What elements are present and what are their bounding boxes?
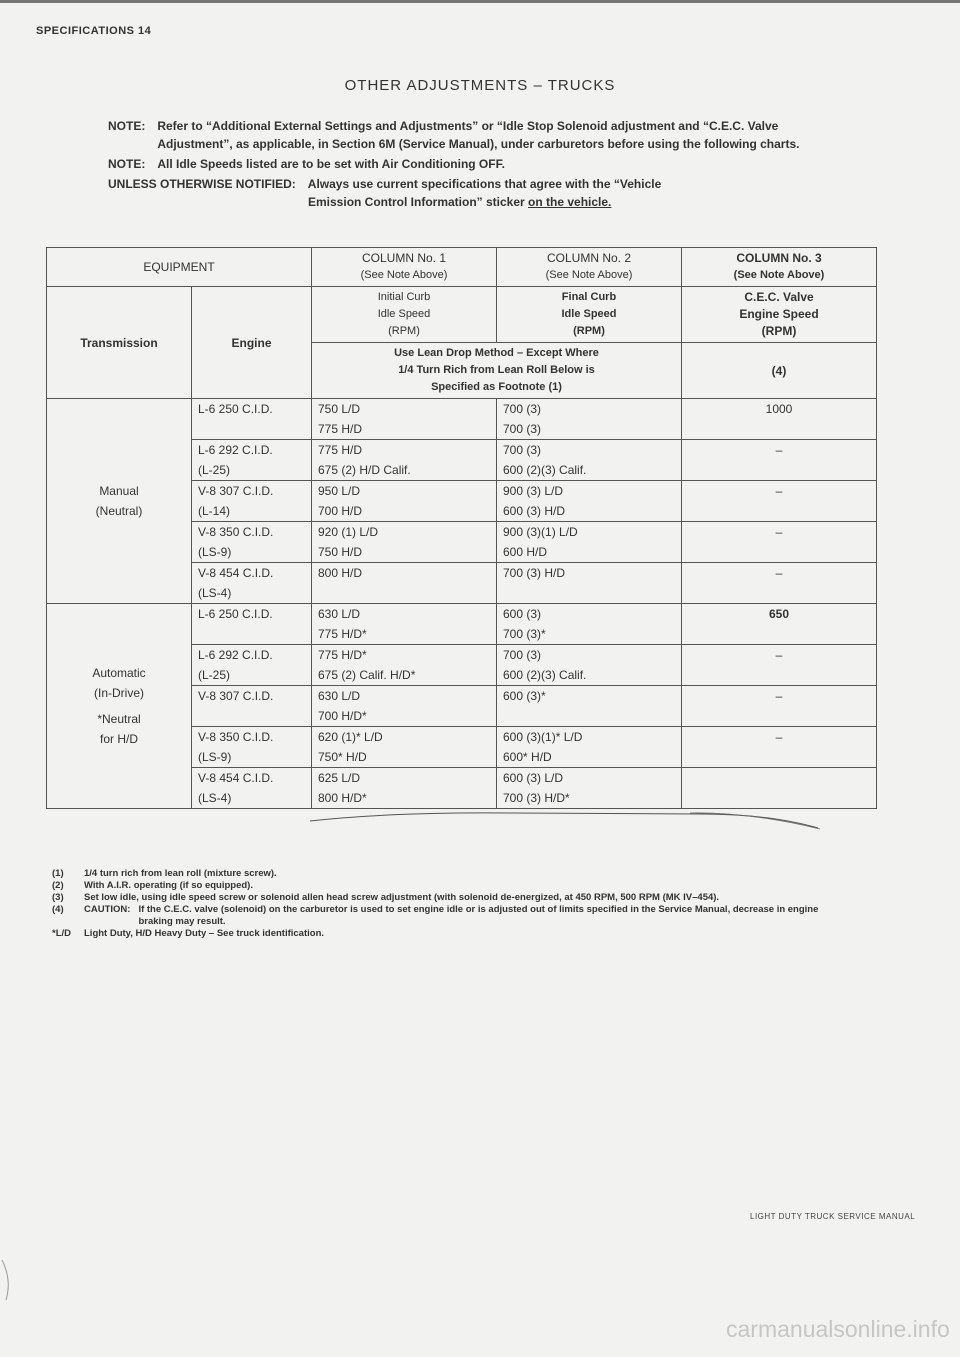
col1-value-b: 700 H/D <box>318 504 363 518</box>
engine-cell <box>192 399 312 440</box>
engine-cell <box>192 686 312 727</box>
col2-h2: Idle Speed <box>561 308 617 320</box>
engine-code: (LS-4) <box>198 791 232 805</box>
col1-cell <box>312 604 497 645</box>
engine-cell <box>192 481 312 522</box>
section-header: SPECIFICATIONS 14 <box>36 25 152 37</box>
col1-value-a: 950 L/D <box>318 484 361 498</box>
footnote-mark: (3) <box>52 892 64 903</box>
col2-value-a: 700 (3) <box>503 648 542 662</box>
col3-cell <box>682 399 877 440</box>
note-2 <box>108 155 808 173</box>
col2-value-b: 600* H/D <box>503 750 552 764</box>
col3-cell <box>682 604 877 645</box>
engine-name: V-8 350 C.I.D. <box>198 730 274 744</box>
page-title: OTHER ADJUSTMENTS – TRUCKS <box>344 77 616 94</box>
col2-value-a: 900 (3) L/D <box>503 484 564 498</box>
footnote-mark: (4) <box>52 904 64 915</box>
col1-h1: Initial Curb <box>377 291 431 303</box>
engine-cell <box>192 727 312 768</box>
engine-code: (L-25) <box>198 668 231 682</box>
footnote-text: 1/4 turn rich from lean roll (mixture screw). <box>84 868 277 879</box>
engine-cell <box>192 604 312 645</box>
col1-value-a: 775 H/D <box>318 443 363 457</box>
col3-header <box>682 248 877 287</box>
col2-value-a: 600 (3) L/D <box>503 771 564 785</box>
footnote-2 <box>52 880 832 892</box>
col2-value-a: 600 (3)(1)* L/D <box>503 730 583 744</box>
note-label: NOTE: <box>108 157 146 171</box>
col1-value-a: 750 L/D <box>318 402 361 416</box>
col2-value-b: 600 (3) H/D <box>503 504 566 518</box>
col1-value-a: 620 (1)* L/D <box>318 730 383 744</box>
automatic-label-line: Automatic <box>92 666 146 680</box>
sticker-underlined: on the vehicle. <box>528 195 612 209</box>
col1-cell <box>312 399 497 440</box>
engine-header: Engine <box>192 287 312 399</box>
footnote-text: With A.I.R. operating (if so equipped). <box>84 880 253 891</box>
col1-value-b: 750 H/D <box>318 545 363 559</box>
engine-name: L-6 250 C.I.D. <box>198 402 273 416</box>
col2-subheader <box>497 287 682 343</box>
col1-cell <box>312 440 497 481</box>
col2-title: COLUMN No. 2 <box>546 251 632 265</box>
page-footer: LIGHT DUTY TRUCK SERVICE MANUAL <box>750 1212 916 1221</box>
col2-value-b: 700 (3)* <box>503 627 546 641</box>
col3-cell <box>682 440 877 481</box>
col3-cell <box>682 645 877 686</box>
engine-code <box>198 706 305 726</box>
col3-cell <box>682 686 877 727</box>
col3-cell <box>682 522 877 563</box>
engine-name: V-8 307 C.I.D. <box>198 484 274 498</box>
col2-value-a: 700 (3) H/D <box>503 566 566 580</box>
footnote-5 <box>52 928 832 940</box>
sticker-text: Emission Control Information” sticker <box>308 195 529 209</box>
col2-value-b <box>503 706 675 726</box>
engine-code <box>198 624 305 644</box>
table-row <box>47 604 877 645</box>
lean-drop-l2: 1/4 Turn Rich from Lean Roll Below is <box>398 364 595 376</box>
col2-cell <box>497 481 682 522</box>
footnote-mark: *L/D <box>52 928 71 939</box>
sticker-line <box>108 193 808 211</box>
col1-value-b: 700 H/D* <box>318 709 367 723</box>
engine-name: V-8 454 C.I.D. <box>198 771 274 785</box>
manual-group-cell <box>47 399 192 604</box>
equipment-header: EQUIPMENT <box>47 248 312 287</box>
col3-h2: Engine Speed <box>739 307 819 321</box>
manual-section <box>47 399 877 604</box>
engine-code: (LS-4) <box>198 586 232 600</box>
engine-code: (LS-9) <box>198 545 232 559</box>
col3-cell <box>682 481 877 522</box>
footnote-text: Light Duty, H/D Heavy Duty – See truck identification. <box>84 928 325 939</box>
col1-sub: (See Note Above) <box>360 269 448 281</box>
notes-block <box>108 117 808 211</box>
footnote-1 <box>52 868 832 880</box>
col2-cell <box>497 686 682 727</box>
engine-name: V-8 350 C.I.D. <box>198 525 274 539</box>
automatic-label-line: *Neutral <box>97 712 141 726</box>
lean-drop-note <box>312 343 682 399</box>
manual-label-line: Manual <box>99 484 139 498</box>
note-3 <box>108 175 808 193</box>
watermark: carmanualsonline.info <box>726 1316 950 1342</box>
automatic-group-cell <box>47 604 192 809</box>
col1-value-b <box>318 583 490 603</box>
table-subheader-row <box>47 287 877 343</box>
col1-value-b: 675 (2) H/D Calif. <box>318 463 411 477</box>
footnotes <box>52 868 832 940</box>
lean-drop-l3: Specified as Footnote (1) <box>431 381 562 393</box>
col2-cell <box>497 645 682 686</box>
col1-h2: Idle Speed <box>377 308 431 320</box>
col3-cell <box>682 727 877 768</box>
col3-cell <box>682 563 877 604</box>
engine-name: L-6 250 C.I.D. <box>198 607 273 621</box>
col3-value: – <box>775 648 783 662</box>
col1-cell <box>312 563 497 604</box>
footnote-mark: (2) <box>52 880 64 891</box>
col1-value-a: 625 L/D <box>318 771 361 785</box>
col1-cell <box>312 522 497 563</box>
lean-drop-l1: Use Lean Drop Method – Except Where <box>394 347 599 359</box>
col2-sub: (See Note Above) <box>545 269 633 281</box>
col3-value: 1000 <box>765 402 793 416</box>
col3-value: – <box>775 443 783 457</box>
manual-label-line: (Neutral) <box>95 504 143 518</box>
adjustments-table <box>46 247 877 809</box>
col3-sub: (See Note Above) <box>733 269 825 281</box>
col3-note: (4) <box>682 343 877 399</box>
col2-value-b: 600 (2)(3) Calif. <box>503 668 587 682</box>
engine-code: (L-25) <box>198 463 231 477</box>
col1-header <box>312 248 497 287</box>
col3-value: – <box>775 689 783 703</box>
note-label: UNLESS OTHERWISE NOTIFIED: <box>108 177 296 191</box>
page-curl-mark <box>0 1260 18 1300</box>
col1-value-b: 675 (2) Calif. H/D* <box>318 668 416 682</box>
col2-h3: (RPM) <box>573 325 605 337</box>
engine-cell <box>192 522 312 563</box>
col2-cell <box>497 604 682 645</box>
automatic-section <box>47 604 877 809</box>
col3-value: – <box>775 484 783 498</box>
col3-value: – <box>775 730 783 744</box>
footnote-caution <box>84 904 832 928</box>
col1-value-b: 775 H/D <box>318 422 363 436</box>
footnote-text: If the C.E.C. valve (solenoid) on the carburetor is used to set engine idle or is adjusted out of limits specified in the Service Manual, decrease in engine braking may result. <box>138 904 819 927</box>
col1-cell <box>312 686 497 727</box>
col1-value-a: 630 L/D <box>318 689 361 703</box>
engine-cell <box>192 768 312 809</box>
engine-name: V-8 307 C.I.D. <box>198 689 274 703</box>
col2-value-a: 600 (3)* <box>503 689 546 703</box>
col2-value-a: 700 (3) <box>503 443 542 457</box>
col1-cell <box>312 645 497 686</box>
col1-h3: (RPM) <box>388 325 420 337</box>
col3-h1: C.E.C. Valve <box>744 290 814 304</box>
col2-value-b: 700 (3) <box>503 422 542 436</box>
automatic-label-line: for H/D <box>99 732 138 746</box>
col1-value-b: 750* H/D <box>318 750 367 764</box>
col2-header <box>497 248 682 287</box>
col3-h3: (RPM) <box>761 324 797 338</box>
page-top-edge <box>0 0 960 3</box>
engine-name: L-6 292 C.I.D. <box>198 648 273 662</box>
footnote-3 <box>52 892 832 904</box>
engine-cell <box>192 645 312 686</box>
col2-value-a: 700 (3) <box>503 402 542 416</box>
table-header-row <box>47 248 877 287</box>
caution-label: CAUTION: <box>84 904 131 915</box>
transmission-header: Transmission <box>47 287 192 399</box>
col3-value: – <box>775 525 783 539</box>
footnote-4 <box>52 904 832 928</box>
col3-value: – <box>775 566 783 580</box>
col2-value-b <box>503 583 675 603</box>
col1-value-a: 630 L/D <box>318 607 361 621</box>
footnote-text: Set low idle, using idle speed screw or solenoid allen head screw adjustment (with solenoid de-energized, at 450 RPM, 500 RPM (MK IV–454). <box>84 892 720 903</box>
col1-title: COLUMN No. 1 <box>361 251 447 265</box>
col1-value-a: 800 H/D <box>318 566 363 580</box>
col2-value-b: 600 (2)(3) Calif. <box>503 463 587 477</box>
col2-h1: Final Curb <box>561 291 617 303</box>
engine-name: L-6 292 C.I.D. <box>198 443 273 457</box>
col3-subheader <box>682 287 877 343</box>
col2-cell <box>497 522 682 563</box>
note-text: Refer to “Additional External Settings and Adjustments” or “Idle Stop Solenoid adjustment and “C.E.C. Valve Adjustment”, as applicable, in Section 6M (Service Manual), under carburetors before using the following charts. <box>157 119 800 151</box>
col3-value: 650 <box>768 607 790 621</box>
col1-value-a: 775 H/D* <box>318 648 367 662</box>
col2-value-a: 600 (3) <box>503 607 542 621</box>
col2-cell <box>497 440 682 481</box>
note-label: NOTE: <box>108 119 146 133</box>
col1-cell <box>312 727 497 768</box>
engine-code <box>198 419 305 439</box>
engine-cell <box>192 440 312 481</box>
col3-title: COLUMN No. 3 <box>736 251 822 265</box>
col1-cell <box>312 481 497 522</box>
engine-code: (L-14) <box>198 504 231 518</box>
col1-value-b: 775 H/D* <box>318 627 367 641</box>
col1-subheader <box>312 287 497 343</box>
note-text: Always use current specifications that agree with the “Vehicle <box>307 177 662 191</box>
table-row <box>47 399 877 440</box>
note-1 <box>108 117 808 153</box>
engine-code: (LS-9) <box>198 750 232 764</box>
engine-name: V-8 454 C.I.D. <box>198 566 274 580</box>
footnote-mark: (1) <box>52 868 64 879</box>
col1-value-a: 920 (1) L/D <box>318 525 379 539</box>
col2-cell <box>497 727 682 768</box>
col2-cell <box>497 399 682 440</box>
col2-value-b: 700 (3) H/D* <box>503 791 570 805</box>
col1-value-b: 800 H/D* <box>318 791 367 805</box>
col2-value-b: 600 H/D <box>503 545 548 559</box>
col2-value-a: 900 (3)(1) L/D <box>503 525 578 539</box>
engine-cell <box>192 563 312 604</box>
automatic-label-line: (In-Drive) <box>94 686 144 700</box>
col2-cell <box>497 563 682 604</box>
note-text: All Idle Speeds listed are to be set with Air Conditioning OFF. <box>157 157 505 171</box>
strike-through-marks <box>310 800 830 840</box>
